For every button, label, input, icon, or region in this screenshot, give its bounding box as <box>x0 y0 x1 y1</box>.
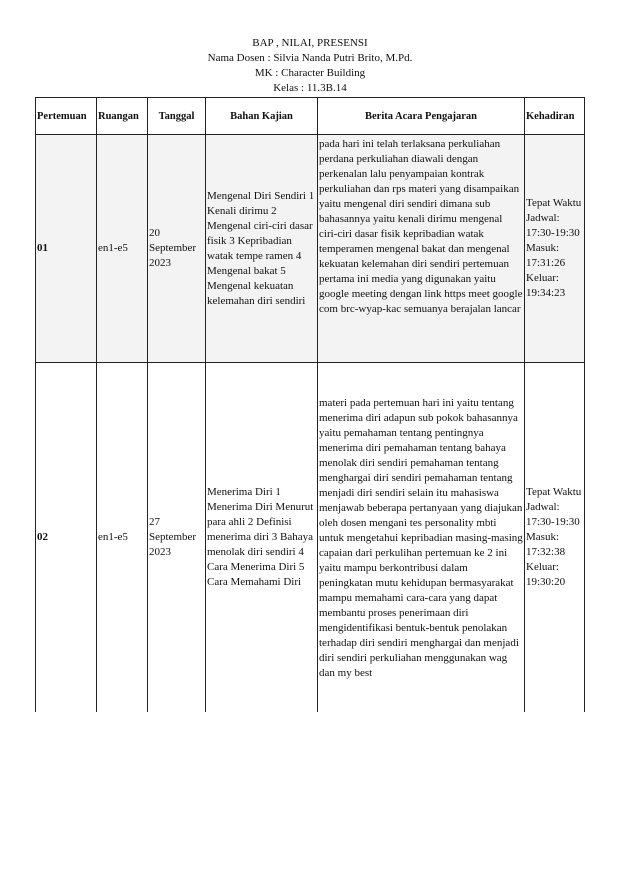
cell-tanggal: 27 September 2023 <box>148 363 206 713</box>
header-course: MK : Character Building <box>254 67 366 79</box>
table-header-row <box>36 98 585 135</box>
cell-pertemuan: 02 <box>36 363 97 713</box>
cell-kehadiran: Tepat Waktu Jadwal: 17:30-19:30 Masuk: 17:32:38 Keluar: 19:30:20 <box>525 363 585 713</box>
col-header-pertemuan: Pertemuan <box>36 98 97 135</box>
header-title: BAP , NILAI, PRESENSI <box>252 37 368 49</box>
bap-table <box>35 97 585 712</box>
cell-berita-acara: pada hari ini telah terlaksana perkuliahan perdana perkuliahan diawali dengan perkenalan lalu penyampaian kontrak perkuliahan dan rps materi yang disampaikan yaitu mengenal diri sendiri dimana sub bahasannya yaitu kenali dirimu mengenal ciri-ciri dasar fisik kepribadian watak temperamen mengenal bakat dan mengenal kekuatan kelemahan diri sendiri pertemuan pertama ini media yang digunakan yaitu google meeting dengan link https meet google com brc-wyap-kac semuanya berajalan lancar <box>318 135 525 363</box>
cell-bahan-kajian: Menerima Diri 1 Menerima Diri Menurut para ahli 2 Definisi menerima diri 3 Bahaya menolak diri sendiri 4 Cara Menerima Diri 5 Cara Memahami Diri <box>206 363 318 713</box>
cell-tanggal: 20 September 2023 <box>148 135 206 363</box>
cell-kehadiran: Tepat Waktu Jadwal: 17:30-19:30 Masuk: 17:31:26 Keluar: 19:34:23 <box>525 135 585 363</box>
table-row <box>36 363 585 713</box>
table-row <box>36 135 585 363</box>
col-header-berita-acara: Berita Acara Pengajaran <box>318 98 525 135</box>
cell-bahan-kajian: Mengenal Diri Sendiri 1 Kenali dirimu 2 Mengenal ciri-ciri dasar fisik 3 Kepribadian watak tempe ramen 4 Mengenal bakat 5 Mengenal kekuatan kelemahan diri sendiri <box>206 135 318 363</box>
cell-ruangan: en1-e5 <box>97 135 148 363</box>
cell-pertemuan: 01 <box>36 135 97 363</box>
col-header-ruangan: Ruangan <box>97 98 148 135</box>
col-header-kehadiran: Kehadiran <box>525 98 585 135</box>
cell-ruangan: en1-e5 <box>97 363 148 713</box>
header-class: Kelas : 11.3B.14 <box>273 82 347 94</box>
header-lecturer: Nama Dosen : Silvia Nanda Putri Brito, M.Pd. <box>207 52 413 64</box>
document-header <box>0 36 620 96</box>
col-header-tanggal: Tanggal <box>148 98 206 135</box>
col-header-bahan-kajian: Bahan Kajian <box>206 98 318 135</box>
cell-berita-acara: materi pada pertemuan hari ini yaitu tentang menerima diri adapun sub pokok bahasannya yaitu pemahaman tentang pentingnya menerima diri pemahaman tentang bahaya menolak diri sendiri pemahaman tentang menghargai diri sendiri pemahaman tentang menjadi diri sendiri selain itu mahasiswa menjawab beberapa pertanyaan yang diajukan oleh dosen mengani tes personality mbti untuk mengetahui kepribadian masing-masing capaian dari perkulihan pertemuan ke 2 ini yaitu mampu berkontribusi dalam peningkatan mutu kehidupan bermasyarakat mampu memahami cara-cara yang dapat membantu proses penerimaan diri mengidentifikasi bentuk-bentuk penolakan terhadap diri sendiri menghargai dan menjadi diri sendiri perkuliahan menggunakan wag dan my best <box>318 363 525 713</box>
